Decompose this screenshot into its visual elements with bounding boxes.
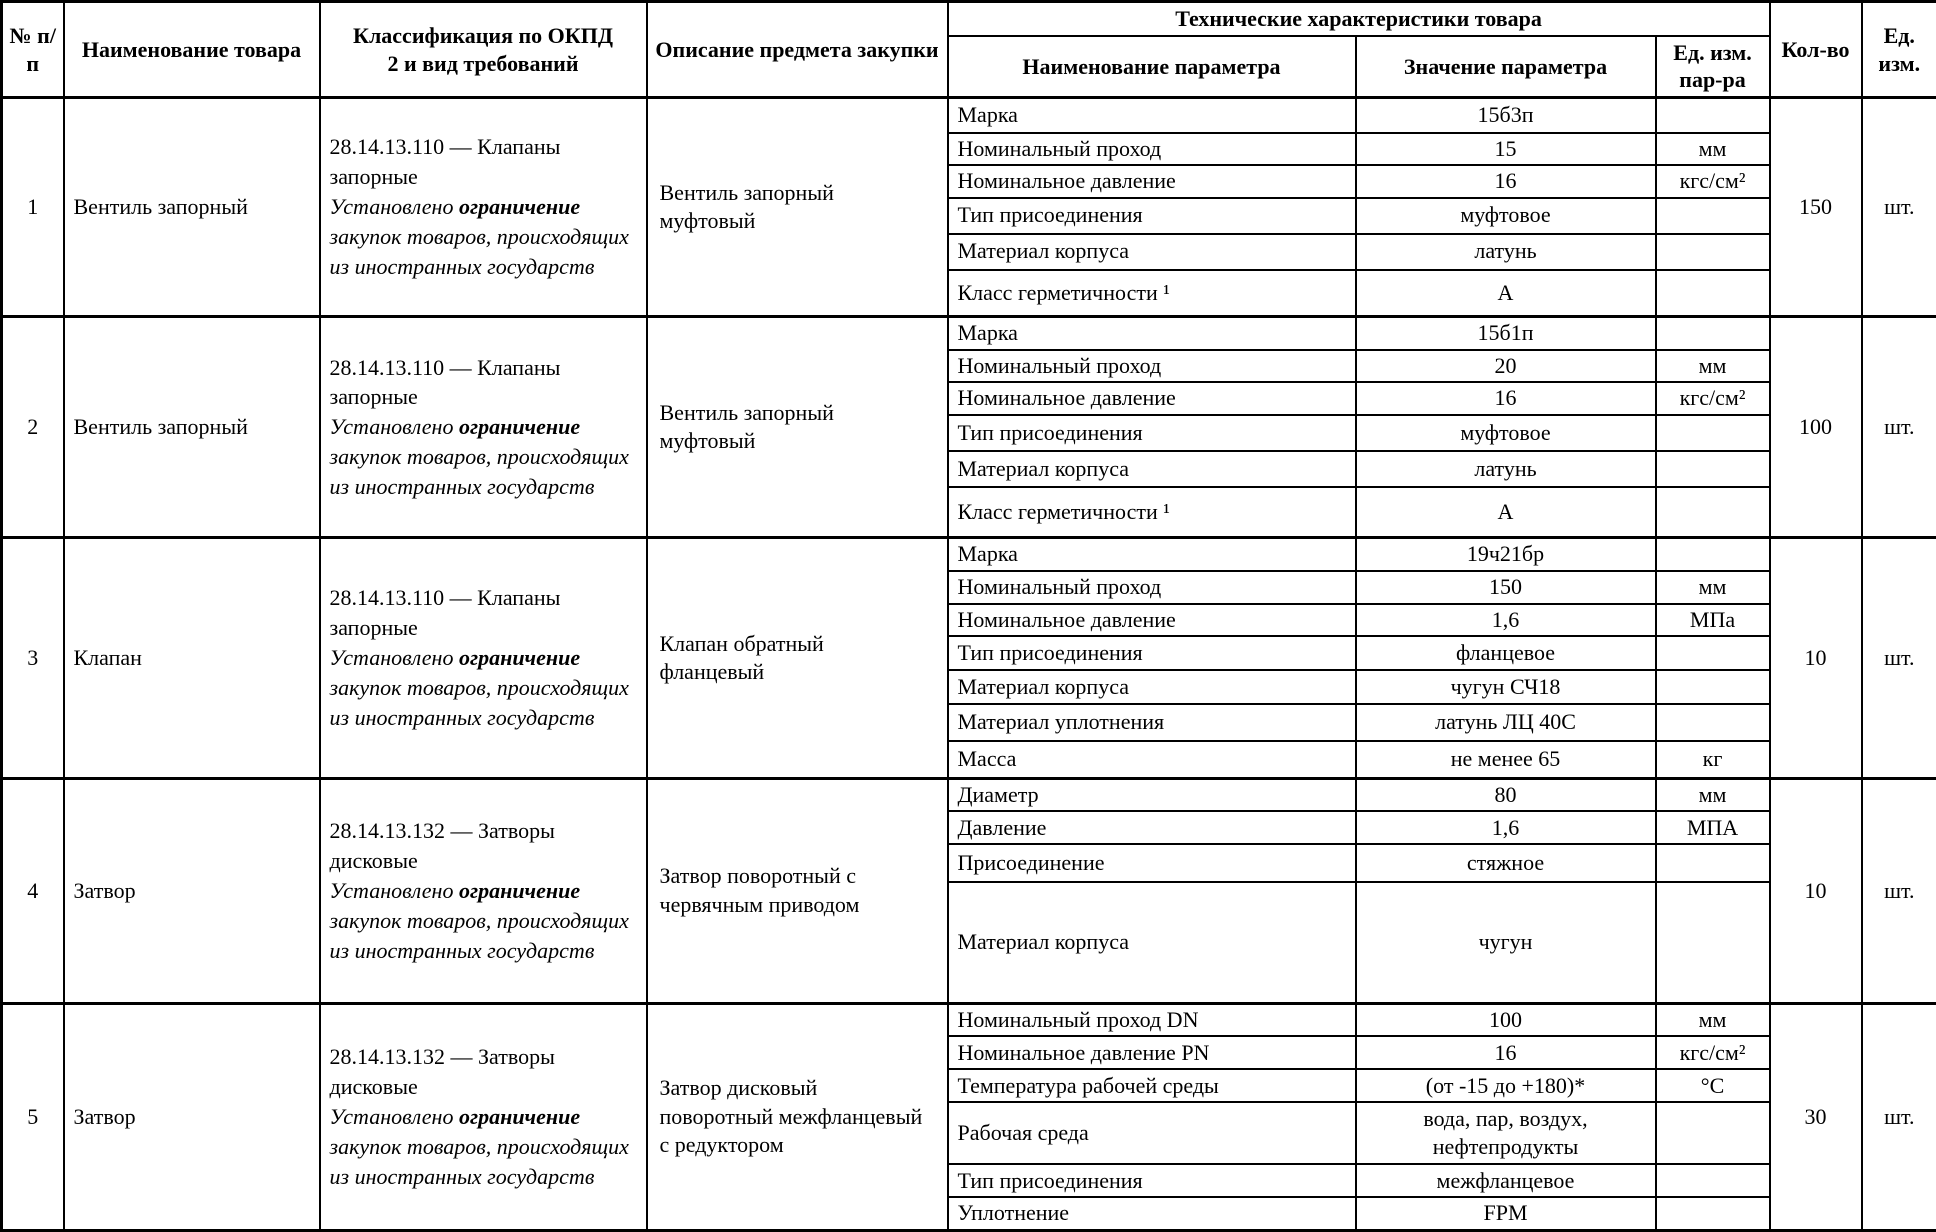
param-name-cell: Класс герметичности ¹ xyxy=(948,270,1356,317)
param-value-cell: 15б1п xyxy=(1356,317,1656,350)
param-value-cell: межфланцевое xyxy=(1356,1164,1656,1197)
restriction-bold: ограничение xyxy=(459,878,580,903)
restriction-lead: Установлено xyxy=(330,414,459,439)
param-row xyxy=(2,778,1936,811)
param-name-cell: Номинальный проход DN xyxy=(948,1003,1356,1036)
param-value-cell: фланцевое xyxy=(1356,636,1656,670)
param-unit-cell: кгс/см² xyxy=(1656,1036,1770,1069)
param-unit-cell: мм xyxy=(1656,1003,1770,1036)
param-name-cell: Тип присоединения xyxy=(948,415,1356,451)
param-value-cell: латунь ЛЦ 40С xyxy=(1356,704,1656,741)
classification-cell xyxy=(320,317,647,538)
param-name-cell: Материал уплотнения xyxy=(948,704,1356,741)
header-row-1 xyxy=(2,2,1936,36)
description-cell: Затвор поворотный с червячным приводом xyxy=(647,778,948,1003)
param-value-cell: 20 xyxy=(1356,350,1656,383)
param-row xyxy=(2,317,1936,350)
param-unit-cell xyxy=(1656,670,1770,704)
quantity-cell: 100 xyxy=(1770,317,1862,538)
param-unit-cell xyxy=(1656,538,1770,571)
param-value-cell: муфтовое xyxy=(1356,198,1656,234)
product-name-cell: Затвор xyxy=(64,1003,320,1230)
restriction-rest: закупок товаров, происходящих из иностранных государств xyxy=(330,224,629,279)
param-name-cell: Уплотнение xyxy=(948,1197,1356,1230)
param-name-cell: Тип присоединения xyxy=(948,1164,1356,1197)
header-param-name: Наименование параметра xyxy=(948,36,1356,98)
param-value-cell: 19ч21бр xyxy=(1356,538,1656,571)
param-value-cell: чугун xyxy=(1356,882,1656,1003)
param-unit-cell xyxy=(1656,1197,1770,1230)
param-unit-cell xyxy=(1656,844,1770,882)
param-value-cell: А xyxy=(1356,270,1656,317)
unit-cell: шт. xyxy=(1862,538,1936,778)
restriction-lead: Установлено xyxy=(330,878,459,903)
param-name-cell: Давление xyxy=(948,811,1356,844)
description-cell: Вентиль запорный муфтовый xyxy=(647,98,948,317)
param-value-cell: не менее 65 xyxy=(1356,741,1656,778)
product-name-cell: Вентиль запорный xyxy=(64,317,320,538)
product-name-cell: Вентиль запорный xyxy=(64,98,320,317)
unit-cell: шт. xyxy=(1862,98,1936,317)
header-unit: Ед. изм. xyxy=(1862,2,1936,98)
param-name-cell: Материал корпуса xyxy=(948,670,1356,704)
restriction-bold: ограничение xyxy=(459,1104,580,1129)
param-unit-cell xyxy=(1656,317,1770,350)
param-name-cell: Номинальное давление xyxy=(948,165,1356,198)
param-value-cell: FPM xyxy=(1356,1197,1656,1230)
header-quantity: Кол-во xyxy=(1770,2,1862,98)
param-value-cell: латунь xyxy=(1356,451,1656,487)
param-unit-cell xyxy=(1656,415,1770,451)
param-value-cell: латунь xyxy=(1356,234,1656,270)
param-value-cell: 15б3п xyxy=(1356,98,1656,133)
param-unit-cell xyxy=(1656,270,1770,317)
param-row xyxy=(2,1003,1936,1036)
param-name-cell: Присоединение xyxy=(948,844,1356,882)
param-name-cell: Класс герметичности ¹ xyxy=(948,487,1356,538)
param-unit-cell: мм xyxy=(1656,778,1770,811)
restriction-lead: Установлено xyxy=(330,194,459,219)
quantity-cell: 30 xyxy=(1770,1003,1862,1230)
param-value-cell: 150 xyxy=(1356,571,1656,604)
param-name-cell: Марка xyxy=(948,317,1356,350)
header-param-unit: Ед. изм. пар-ра xyxy=(1656,36,1770,98)
param-name-cell: Материал корпуса xyxy=(948,234,1356,270)
param-value-cell: 80 xyxy=(1356,778,1656,811)
param-name-cell: Масса xyxy=(948,741,1356,778)
param-unit-cell: МПА xyxy=(1656,811,1770,844)
param-name-cell: Материал корпуса xyxy=(948,882,1356,1003)
table-header xyxy=(2,2,1936,98)
description-cell: Затвор дисковый поворотный межфланцевый с редуктором xyxy=(647,1003,948,1230)
param-unit-cell xyxy=(1656,636,1770,670)
param-name-cell: Температура рабочей среды xyxy=(948,1069,1356,1102)
header-tech-characteristics: Технические характеристики товара xyxy=(948,2,1770,36)
classification-cell xyxy=(320,778,647,1003)
param-name-cell: Номинальный проход xyxy=(948,133,1356,166)
row-number-cell: 3 xyxy=(2,538,64,778)
okpd-code: 28.14.13.132 — Затворы дисковые xyxy=(330,1042,638,1102)
param-unit-cell xyxy=(1656,98,1770,133)
description-cell: Вентиль запорный муфтовый xyxy=(647,317,948,538)
table-body xyxy=(2,98,1936,1231)
param-value-cell: вода, пар, воздух, нефтепродукты xyxy=(1356,1102,1656,1164)
product-name-cell: Клапан xyxy=(64,538,320,778)
param-value-cell: 1,6 xyxy=(1356,604,1656,637)
param-name-cell: Номинальный проход xyxy=(948,350,1356,383)
param-unit-cell xyxy=(1656,1164,1770,1197)
param-value-cell: (от -15 до +180)* xyxy=(1356,1069,1656,1102)
quantity-cell: 10 xyxy=(1770,538,1862,778)
header-description: Описание предмета закупки xyxy=(647,2,948,98)
restriction-bold: ограничение xyxy=(459,414,580,439)
param-unit-cell: кг xyxy=(1656,741,1770,778)
unit-cell: шт. xyxy=(1862,1003,1936,1230)
param-name-cell: Номинальный проход xyxy=(948,571,1356,604)
param-value-cell: 16 xyxy=(1356,382,1656,415)
restriction-rest: закупок товаров, происходящих из иностранных государств xyxy=(330,1134,629,1189)
param-name-cell: Номинальное давление PN xyxy=(948,1036,1356,1069)
param-name-cell: Материал корпуса xyxy=(948,451,1356,487)
param-unit-cell: кгс/см² xyxy=(1656,382,1770,415)
param-unit-cell xyxy=(1656,451,1770,487)
classification-cell xyxy=(320,98,647,317)
param-unit-cell: МПа xyxy=(1656,604,1770,637)
restriction-rest: закупок товаров, происходящих из иностранных государств xyxy=(330,908,629,963)
param-value-cell: 15 xyxy=(1356,133,1656,166)
param-name-cell: Рабочая среда xyxy=(948,1102,1356,1164)
param-name-cell: Тип присоединения xyxy=(948,636,1356,670)
param-unit-cell: °С xyxy=(1656,1069,1770,1102)
param-name-cell: Номинальное давление xyxy=(948,382,1356,415)
param-unit-cell xyxy=(1656,704,1770,741)
restriction-bold: ограничение xyxy=(459,645,580,670)
restriction-lead: Установлено xyxy=(330,645,459,670)
restriction-bold: ограничение xyxy=(459,194,580,219)
param-unit-cell xyxy=(1656,487,1770,538)
param-unit-cell xyxy=(1656,234,1770,270)
param-value-cell: 100 xyxy=(1356,1003,1656,1036)
param-name-cell: Номинальное давление xyxy=(948,604,1356,637)
header-classification: Классификация по ОКПД 2 и вид требований xyxy=(320,2,647,98)
param-row xyxy=(2,98,1936,133)
okpd-code: 28.14.13.110 — Клапаны запорные xyxy=(330,132,638,192)
header-param-value: Значение параметра xyxy=(1356,36,1656,98)
classification-cell xyxy=(320,538,647,778)
row-number-cell: 5 xyxy=(2,1003,64,1230)
header-num: № п/п xyxy=(2,2,64,98)
param-unit-cell: мм xyxy=(1656,571,1770,604)
product-name-cell: Затвор xyxy=(64,778,320,1003)
param-unit-cell: кгс/см² xyxy=(1656,165,1770,198)
restriction-lead: Установлено xyxy=(330,1104,459,1129)
param-value-cell: 16 xyxy=(1356,1036,1656,1069)
param-value-cell: чугун СЧ18 xyxy=(1356,670,1656,704)
param-row xyxy=(2,538,1936,571)
unit-cell: шт. xyxy=(1862,317,1936,538)
param-unit-cell xyxy=(1656,882,1770,1003)
okpd-code: 28.14.13.110 — Клапаны запорные xyxy=(330,353,638,413)
param-unit-cell xyxy=(1656,1102,1770,1164)
param-unit-cell: мм xyxy=(1656,133,1770,166)
param-value-cell: 1,6 xyxy=(1356,811,1656,844)
restriction-rest: закупок товаров, происходящих из иностранных государств xyxy=(330,675,629,730)
quantity-cell: 10 xyxy=(1770,778,1862,1003)
classification-cell xyxy=(320,1003,647,1230)
param-unit-cell xyxy=(1656,198,1770,234)
param-value-cell: 16 xyxy=(1356,165,1656,198)
unit-cell: шт. xyxy=(1862,778,1936,1003)
param-name-cell: Диаметр xyxy=(948,778,1356,811)
param-name-cell: Марка xyxy=(948,538,1356,571)
param-value-cell: муфтовое xyxy=(1356,415,1656,451)
param-unit-cell: мм xyxy=(1656,350,1770,383)
row-number-cell: 1 xyxy=(2,98,64,317)
quantity-cell: 150 xyxy=(1770,98,1862,317)
restriction-rest: закупок товаров, происходящих из иностранных государств xyxy=(330,444,629,499)
okpd-code: 28.14.13.110 — Клапаны запорные xyxy=(330,583,638,643)
okpd-code: 28.14.13.132 — Затворы дисковые xyxy=(330,816,638,876)
row-number-cell: 4 xyxy=(2,778,64,1003)
header-product-name: Наименование товара xyxy=(64,2,320,98)
param-value-cell: А xyxy=(1356,487,1656,538)
param-value-cell: стяжное xyxy=(1356,844,1656,882)
description-cell: Клапан обратный фланцевый xyxy=(647,538,948,778)
param-name-cell: Тип присоединения xyxy=(948,198,1356,234)
param-name-cell: Марка xyxy=(948,98,1356,133)
row-number-cell: 2 xyxy=(2,317,64,538)
